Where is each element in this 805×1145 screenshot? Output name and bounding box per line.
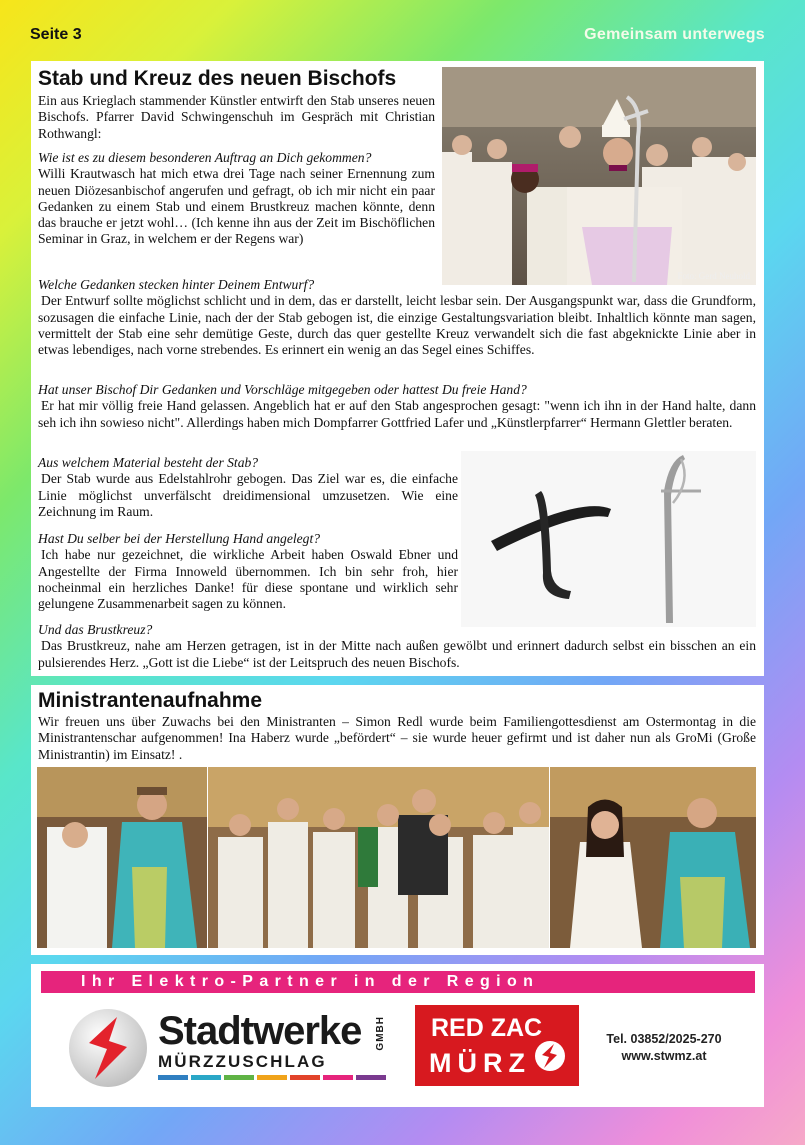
page-header [30, 26, 765, 48]
answer: Ich habe nur gezeichnet, die wirkliche Arbeit haben Oswald Ebner und Angestellte der Firma Innoweld übernommen. Ich bin sehr froh, hier nocheinmal ein herzliches Danke! für diese spontane und wirklich sehr gelungene Zusammenarbeit sagen zu können. [38, 547, 458, 612]
question: Welche Gedanken stecken hinter Deinem Entwurf? [38, 277, 315, 292]
brand-color-bar [158, 1075, 386, 1080]
article-altar-servers [31, 685, 764, 955]
servers-photo-3 [550, 767, 756, 948]
advertisement [31, 964, 764, 1107]
qa-block-3 [38, 382, 756, 431]
partner-name: RED ZAC [431, 1014, 543, 1042]
article-body: Wir freuen uns über Zuwachs bei den Ministranten – Simon Redl wurde beim Familiengottesdienst am Ostermontag in die Ministrantenschar aufgenommen! Ina Haberz wurde „befördert“ – sie wurde heuer gefirmt und ist daher nun als GroMi (Große Ministrantin) im Einsatz! . [38, 714, 756, 762]
staff-cross-image [461, 451, 756, 627]
servers-photo-1-image [37, 767, 207, 948]
redzac-logo [415, 1005, 579, 1086]
servers-photo-group [208, 767, 549, 948]
question: Und das Brustkreuz? [38, 622, 153, 637]
partner-city: MÜRZ [429, 1048, 531, 1078]
servers-photo-1 [37, 767, 207, 948]
website: www.stwmz.at [621, 1049, 707, 1063]
page-number: Seite 3 [30, 26, 82, 43]
article-bishop-staff [31, 61, 764, 676]
contact-info [591, 1031, 737, 1065]
section-title: Gemeinsam unterwegs [584, 26, 765, 43]
article-title: Ministrantenaufnahme [38, 689, 263, 712]
slogan-bar [41, 971, 755, 993]
servers-photo-group-image [208, 767, 549, 948]
stadtwerke-logo-icon [67, 1007, 149, 1089]
question: Wie ist es zu diesem besonderen Auftrag an Dich gekommen? [38, 150, 372, 165]
bishop-photo-image [442, 67, 756, 285]
question: Hast Du selber bei der Herstellung Hand angelegt? [38, 531, 321, 546]
servers-photo-3-image [550, 767, 756, 948]
qa-block-6 [38, 622, 756, 671]
qa-block-4 [38, 455, 458, 520]
qa-block-5 [38, 531, 458, 612]
brand-name: Stadtwerke [158, 1009, 362, 1053]
ad-slogan: Ihr Elektro-Partner in der Region [81, 973, 540, 990]
article-intro: Ein aus Krieglach stammender Künstler entwirft den Stab unseres neuen Bischofs. Pfarrer David Schwingenschuh im Gespräch mit Christian Rothwangl: [38, 93, 435, 141]
question: Hat unser Bischof Dir Gedanken und Vorschläge mitgegeben oder hattest Du freie Hand? [38, 382, 527, 397]
answer: Der Stab wurde aus Edelstahlrohr gebogen. Das Ziel war es, die einfache Linie möglichst unverfälscht dreidimensional umzusetzen. Wie eine Zeichnung im Raum. [38, 471, 458, 519]
staff-and-cross-photo [461, 451, 756, 627]
phone-number: Tel. 03852/2025-270 [606, 1032, 722, 1046]
qa-block-1 [38, 150, 435, 248]
answer: Das Brustkreuz, nahe am Herzen getragen, ist in der Mitte nach außen gewölbt und erinnert dadurch selbst ein bisschen an ein pulsierendes Herz. „Gott ist die Liebe“ ist der Leitspruch des neuen Bischofs. [38, 638, 756, 670]
article-title: Stab und Kreuz des neuen Bischofs [38, 67, 397, 90]
question: Aus welchem Material besteht der Stab? [38, 455, 259, 470]
answer: Der Entwurf sollte möglichst schlicht und in dem, das er darstellt, leicht lesbar sein. Der Ausgangspunkt war, dass die Grundform, sozusagen die einfache Linie, nach der der Stab gebogen ist, die einzige Gestaltungsvariation bleibt. Inhaltlich könnte man sagen, vermittelt der Stab eine sehr demütige Geste, durch das quer gestellte Kreuz verwandelt sich die fast abgeknickte Linie aber in etwas lebendiges, nach vorne strebendes. Es erinnert ein wenig an das Segel eines Schiffes. [38, 293, 756, 358]
answer: Willi Krautwasch hat mich etwa drei Tage nach seiner Ernennung zum neuen Diözesanbischof angerufen und gefragt, ob ich mir nicht ein paar Gedanken zu einem Stab und einem Brustkreuz machen könnte, denn das brauche er jetzt wohl… (Ich kenne ihn aus der Zeit im Bischöflichen Seminar in Graz, in welchem er der Regens war) [38, 166, 435, 247]
photo-credit: Foto: Gerd Neuhold [677, 271, 750, 281]
brand-city: MÜRZZUSCHLAG [158, 1052, 327, 1071]
qa-block-2 [38, 277, 756, 358]
answer: Er hat mir völlig freie Hand gelassen. Angeblich hat er auf den Stab angesprochen gesagt: "wenn ich ihn in der Hand halte, dann seh ich ihn sowieso nicht". Allerdings haben mich Dompfarrer Gottfried Lafer und „Künstlerpfarrer“ Hermann Glettler beraten. [38, 398, 756, 430]
redzac-emblem-icon [533, 1039, 567, 1073]
brand-suffix: GMBH [375, 1016, 386, 1051]
bishop-photo [442, 67, 756, 285]
